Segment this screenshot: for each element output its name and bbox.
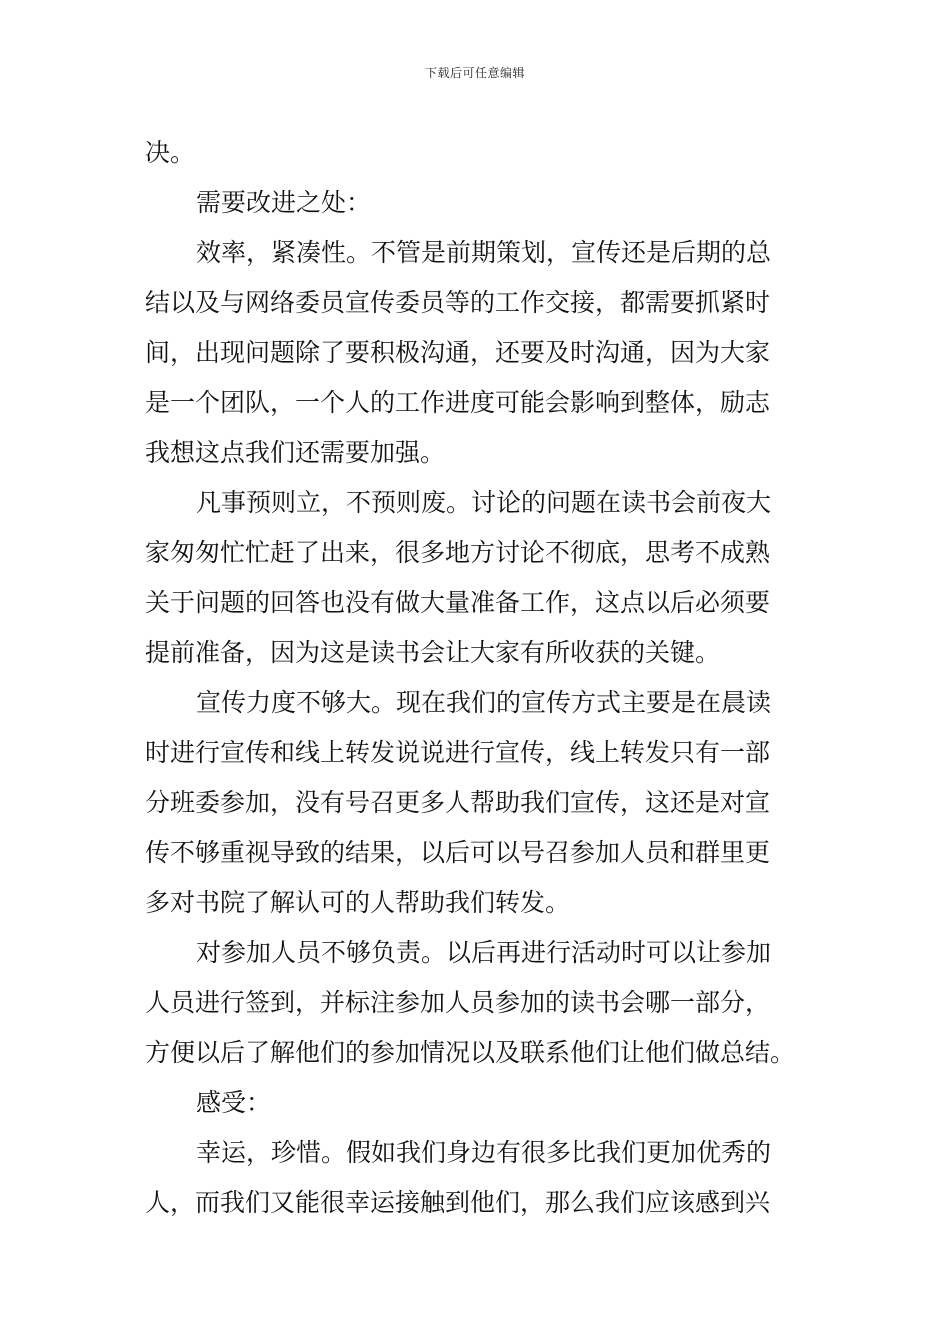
text-line: 间，出现问题除了要积极沟通，还要及时沟通，因为大家 [145,338,771,367]
text-line: 人员进行签到，并标注参加人员参加的读书会哪一部分， [145,988,771,1017]
text-line: 传不够重视导致的结果，以后可以号召参加人员和群里更 [145,838,771,867]
text-line: 决。 [145,138,196,167]
text-line: 我想这点我们还需要加强。 [145,438,446,467]
text-line: 分班委参加，没有号召更多人帮助我们宣传，这还是对宣 [145,788,771,817]
text-line: 方便以后了解他们的参加情况以及联系他们让他们做总结。 [145,1038,796,1067]
paragraph-line: 幸运，珍惜。假如我们身边有很多比我们更加优秀的 [196,1138,772,1167]
section-heading-improvements: 需要改进之处： [196,188,372,217]
paragraph-line: 凡事预则立，不预则废。讨论的问题在读书会前夜大 [196,488,772,517]
document-body [145,128,810,1228]
text-line: 提前准备，因为这是读书会让大家有所收获的关键。 [145,638,721,667]
text-line: 关于问题的回答也没有做大量准备工作，这点以后必须要 [145,588,771,617]
paragraph-line: 宣传力度不够大。现在我们的宣传方式主要是在晨读 [196,688,772,717]
text-line: 时进行宣传和线上转发说说进行宣传，线上转发只有一部 [145,738,771,767]
page-header: 下载后可任意编辑 [424,66,525,80]
text-line: 多对书院了解认可的人帮助我们转发。 [145,888,571,917]
paragraph-line: 效率，紧凑性。不管是前期策划，宣传还是后期的总 [196,238,772,267]
section-heading-feelings: 感受： [196,1088,272,1117]
text-line: 家匆匆忙忙赶了出来，很多地方讨论不彻底，思考不成熟 [145,538,771,567]
text-line: 结以及与网络委员宣传委员等的工作交接，都需要抓紧时 [145,288,771,317]
text-line: 是一个团队，一个人的工作进度可能会影响到整体，励志 [145,388,771,417]
text-line: 人，而我们又能很幸运接触到他们，那么我们应该感到兴 [145,1188,771,1217]
paragraph-line: 对参加人员不够负责。以后再进行活动时可以让参加 [196,938,772,967]
